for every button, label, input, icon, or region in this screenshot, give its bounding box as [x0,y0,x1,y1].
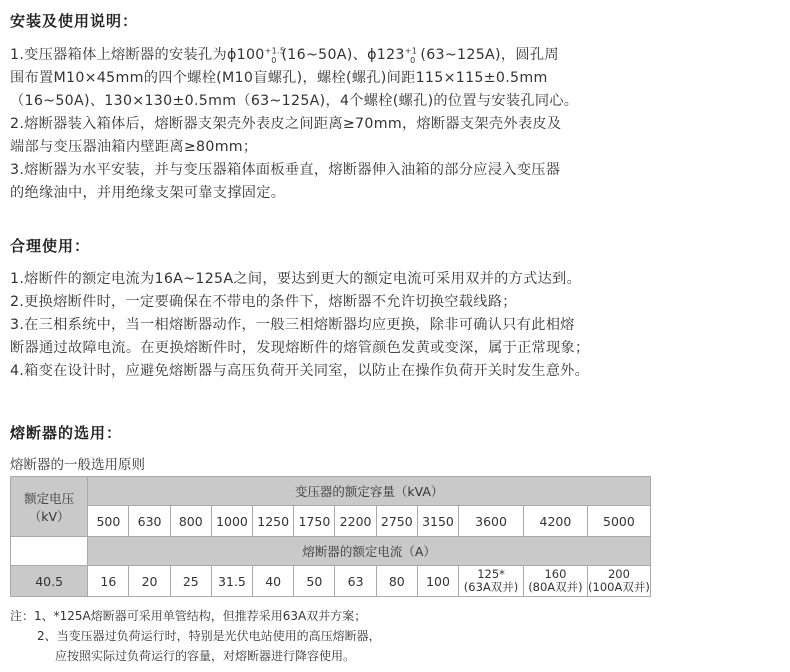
current-cell-double [524,566,588,597]
current-note: (80A双并) [528,580,583,594]
capacity-cell: 2200 [335,506,376,537]
tolerance-2-lower: 0 [410,55,416,65]
current-value: 200 [607,567,630,581]
current-note: (63A双并) [463,580,519,594]
voltage-header-line2: （kV） [28,508,70,524]
current-cell: 31.5 [211,566,252,597]
usage-line4: 断器通过故障电流。在更换熔断件时，发现熔断件的熔管颜色发黄或变深，属于正常现象； [10,340,590,356]
current-header-spacer [11,537,88,566]
capacity-header-row [11,477,651,506]
voltage-header-line1: 额定电压 [24,490,75,506]
usage-line5: 4.箱变在设计时，应避免熔断器与高压负荷开关同室，以防止在操作负荷开关时发生意外。 [10,363,590,379]
capacity-cell: 3150 [417,506,458,537]
usage-line2: 2.更换熔断件时，一定要确保在不带电的条件下，熔断器不允许切换空载线路； [10,294,517,310]
installation-item1-mid: (16~50A)、ϕ123 [281,47,405,63]
current-value: 125* [477,567,505,581]
capacity-cell: 500 [88,506,129,537]
tolerance-2-upper: +1 [404,46,418,56]
tolerance-1-lower: 0 [271,55,277,65]
voltage-value: 40.5 [11,566,88,597]
tolerance-1-upper: +1.5 [264,46,286,56]
selection-heading: 熔断器的选用： [10,424,123,442]
capacity-header: 变压器的额定容量（kVA） [88,477,651,506]
current-cell-double [587,566,650,597]
note-line1: 注：1、*125A熔断器可采用单管结构，但推荐采用63A双并方案； [10,609,367,623]
note-line2: 2、当变压器过负荷运行时，特别是光伏电站使用的高压熔断器， [37,629,381,643]
usage-heading: 合理使用： [10,237,91,255]
installation-item3-line1: 3.熔断器为水平安装，并与变压器箱体面板垂直，熔断器伸入油箱的部分应浸入变压器 [10,162,561,178]
current-value: 160 [544,567,567,581]
current-cell: 100 [417,566,458,597]
installation-item2-line2: 端部与变压器油箱内壁距离≥80mm； [10,139,258,155]
capacity-cell: 1250 [253,506,294,537]
installation-item1-post: (63~125A)，圆孔周 [420,47,559,63]
capacity-cell: 1000 [211,506,252,537]
installation-item1-pre: 1.变压器箱体上熔断器的安装孔为ϕ100 [10,47,265,63]
current-cell: 20 [129,566,170,597]
capacity-cell: 800 [170,506,211,537]
current-cell-double [459,566,524,597]
current-cell: 25 [170,566,211,597]
capacity-cell: 4200 [524,506,588,537]
current-values-row [11,566,651,597]
capacity-cell: 1750 [294,506,335,537]
note-line3: 应按照实际过负荷运行的容量，对熔断器进行降容使用。 [55,649,356,663]
installation-item2-line1: 2.熔断器装入箱体后，熔断器支架壳外表皮之间距离≥70mm，熔断器支架壳外表皮及 [10,116,562,132]
current-cell: 16 [88,566,129,597]
capacity-values-row [11,506,651,537]
current-header: 熔断器的额定电流（A） [88,537,651,566]
installation-item3-line2: 的绝缘油中，并用绝缘支架可靠支撑固定。 [10,185,286,201]
fuse-selection-table [10,476,651,597]
usage-line1: 1.熔断件的额定电流为16A~125A之间，要达到更大的额定电流可采用双并的方式达到。 [10,271,582,287]
current-header-row [11,537,651,566]
installation-item1-line2: 围布置M10×45mm的四个螺栓(M10盲螺孔)，螺栓(螺孔)间距115×115±0.5mm [10,70,548,86]
selection-subtitle: 熔断器的一般选用原则 [10,457,145,473]
current-note: (100A双并) [588,580,650,594]
current-cell: 40 [253,566,294,597]
current-cell: 50 [294,566,335,597]
capacity-cell: 630 [129,506,170,537]
capacity-cell: 5000 [587,506,650,537]
current-cell: 80 [376,566,417,597]
capacity-cell: 3600 [459,506,524,537]
usage-line3: 3.在三相系统中，当一相熔断器动作，一般三相熔断器均应更换，除非可确认只有此相熔 [10,317,575,333]
voltage-header-cell [11,477,88,537]
installation-item1-line3: （16~50A)、130×130±0.5mm（63~125A)，4个螺栓(螺孔)的位置与安装孔同心。 [10,93,579,109]
capacity-cell: 2750 [376,506,417,537]
installation-heading: 安装及使用说明： [10,12,139,30]
current-cell: 63 [335,566,376,597]
